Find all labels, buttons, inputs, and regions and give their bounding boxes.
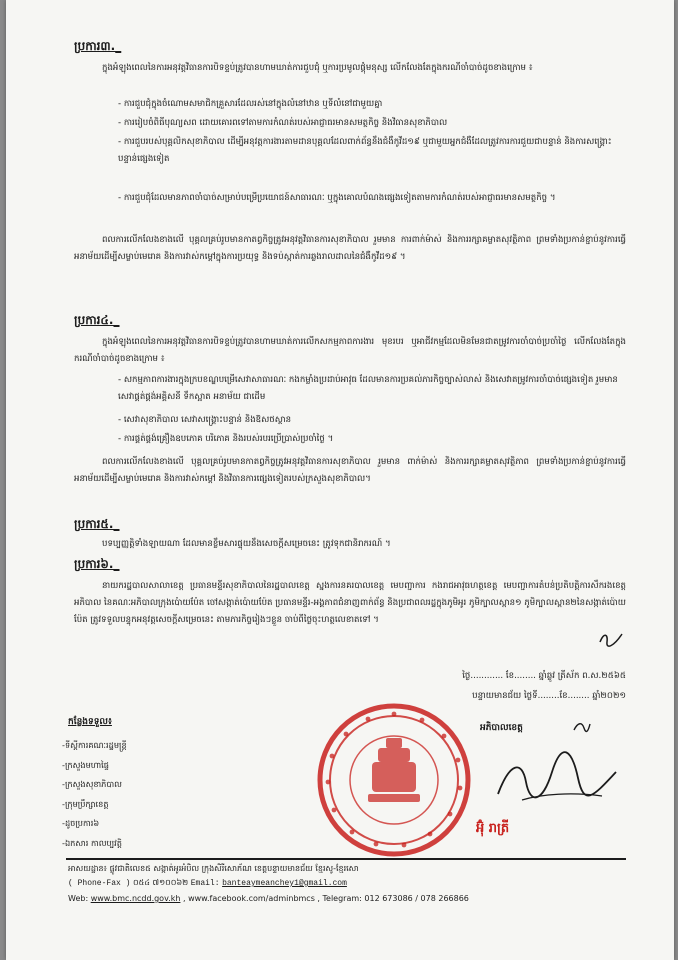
governor-name: អ៊ុំ រាត្រី — [476, 821, 510, 836]
article-3-bullet-1: - ការជួបជុំក្នុងចំណោមសមាជិកគ្រួសារដែលរស់នៅក្នុងលំនៅឋាន ឬទីលំនៅជាមួយគ្នា — [118, 99, 383, 109]
article-4-bullet-2: - សេវាសុខាភិបាល សេវាសង្គ្រោះបន្ទាន់ និងឱសថស្ថាន — [118, 415, 292, 425]
article-4-bullet-1: - សកម្មភាពការងារក្នុងក្របខណ្ឌបម្រើសេវាសាធារណៈ កងកម្លាំងប្រដាប់អាវុធ ដែលមានការប្រគល់ភារកិច្ចច្បាស់លាស់ និងសេវាតម្រូវការចាំបាច់ផ្សេងទៀត រួមមានសេវាផ្គត់ផ្គង់អគ្គិសនី ទឹកស្អាត អនាម័យ ជាដើម — [118, 375, 618, 402]
article-4-closing: ពលការលើកលែងខាងលើ បុគ្គលគ្រប់រូបមានកាតព្វកិច្ចត្រូវអនុវត្តវិធានការសុខាភិបាល រួមមាន ពាក់ម៉ាស់ និងការរក្សាគម្លាតសុវត្ថិភាព ព្រមទាំងប្រកាន់ខ្ជាប់នូវការធ្វើអនាម័យដើម្បីសម្លាប់មេរោគ និងការវាស់កម្តៅ និងវិធានការផ្សេងទៀតរបស់ក្រសួងសុខាភិបាល។ — [74, 457, 626, 484]
official-seal — [314, 700, 474, 860]
article-3-closing: ពលការលើកលែងខាងលើ បុគ្គលគ្រប់រូបមានកាតព្វកិច្ចត្រូវអនុវត្តវិធានការសុខាភិបាល រួមមាន ការពាក់ម៉ាស់ និងការរក្សាគម្លាតសុវត្ថិភាព ព្រមទាំងប្រកាន់ខ្ជាប់នូវការធ្វើអនាម័យដើម្បីសម្លាប់មេរោគ និងការវាស់កម្តៅក្នុងការប្រយុទ្ធ និងទប់ស្កាត់ការឆ្លងរាលដាលនៃជំងឺកូវីដ១៩ ។ — [74, 235, 626, 262]
email-label: Email: — [190, 879, 220, 888]
telegram-contact: , Telegram: 012 673086 / 078 266866 — [317, 894, 469, 903]
phone-number: ០៥៤ ៧១០០៦២ — [132, 878, 189, 887]
facebook-link[interactable]: , www.facebook.com/adminbmcs — [182, 894, 315, 903]
recipient-item: -ក្រសួងមហាផ្ទៃ — [62, 759, 109, 770]
article-3-bullet-2: - ការរៀបចំពិធីបុណ្យសព ដោយគោរពទៅតាមការកំណត់របស់អាជ្ញាធរមានសមត្ថកិច្ច និងវិធានសុខាភិបាល — [118, 118, 448, 128]
handwritten-initial — [598, 630, 624, 648]
document-page — [6, 0, 674, 960]
article-4-intro: ក្នុងអំឡុងពេលនៃការអនុវត្តវិធានការបិទខ្ទប់ត្រូវបានហាមឃាត់ការលើកសកម្មភាពការងារ មុខរបរ ឬអាជីវកម្មដែលមិនមែនជាតម្រូវការចាំបាច់ប្រចាំថ្ងៃ លើកលែងតែក្នុងករណីចាំបាច់ដូចខាងក្រោម ៖ — [74, 337, 626, 364]
footer-contact-line — [68, 876, 628, 891]
article-6-body: នាយករដ្ឋបាលសាលាខេត្ត ប្រធានមន្ទីរសុខាភិបាលនៃរដ្ឋបាលខេត្ត ស្នងការនគរបាលខេត្ត មេបញ្ជាការ កងរាជអាវុធហត្ថខេត្ត មេបញ្ជាការតំបន់ប្រតិបត្តិការសឹករងខេត្ត អភិបាល នៃគណៈអភិបាលក្រុងប៉ោយប៉ែត ចៅសង្កាត់ប៉ោយប៉ែត ប្រធានមន្ទីរ-អង្គភាពជំនាញពាក់ព័ន្ធ និងប្រជាពលរដ្ឋក្នុងភូមិអូរ ភូមិក្បាលស្ពាន១ ភូមិក្បាលស្ពាន២នៃសង្កាត់ប៉ោយប៉ែត ត្រូវទទួលបន្ទុកអនុវត្តសេចក្តីសម្រេចនេះ តាមភារកិច្ចរៀងៗខ្លួន ចាប់ពីថ្ងៃចុះហត្ថលេខាតទៅ ។ — [74, 581, 626, 625]
handwritten-initial — [572, 720, 592, 734]
governor-title: អភិបាលខេត្ត — [480, 723, 523, 733]
article-3-heading: ប្រការ៣._ — [74, 39, 122, 53]
footer-divider — [66, 858, 626, 860]
article-5-body: បទប្បញ្ញត្តិទាំងឡាយណា ដែលមានខ្លឹមសារផ្ទុយនឹងសេចក្តីសម្រេចនេះ ត្រូវទុកជានិរាករណ៍ ។ — [102, 539, 391, 549]
footer-web-line — [68, 892, 628, 906]
recipient-item: -ក្រសួងសុខាភិបាល — [62, 779, 122, 789]
article-4-heading: ប្រការ៤._ — [74, 313, 120, 327]
recipient-item: -ដូចប្រការ៦ — [62, 818, 100, 828]
recipients-list — [62, 736, 127, 853]
article-5-heading: ប្រការ៥._ — [74, 517, 120, 531]
article-3-bullet-3: - ការជួបរបស់បុគ្គលិកសុខាភិបាល ដើម្បីអនុវត្តការងារតាមដានបុគ្គលដែលពាក់ព័ន្ធនឹងជំងឺកូវីដ១៩ ឬជាមួយអ្នកជំងឺដែលត្រូវការការជួយជាបន្ទាន់ និងការសង្គ្រោះបន្ទាន់ផ្សេងទៀត — [118, 137, 612, 164]
footer-address: អាសយដ្ឋាន៖ ផ្លូវជាតិលេខ៥ សង្កាត់អូរអំបិល ក្រុងសិរីសោភ័ណ ខេត្តបន្ទាយមានជ័យ ខ្មែរសូ-ខ្មែរសោ — [68, 864, 359, 873]
article-3-bullet-4: - ការជួបជុំដែលមានភាពចាំបាច់សម្រាប់បម្រើប្រយោជន៍សាធារណៈ ឬក្នុងគោលបំណងផ្សេងទៀតតាមការកំណត់របស់អាជ្ញាធរមានសមត្ថកិច្ច ។ — [118, 193, 556, 203]
recipients-title: កន្លែងទទួល៖ — [68, 717, 112, 727]
web-label: Web: — [68, 894, 89, 903]
article-6-heading: ប្រការ៦._ — [74, 557, 120, 571]
article-3-intro: ក្នុងអំឡុងពេលនៃការអនុវត្តវិធានការបិទខ្ទប់ត្រូវបានហាមឃាត់ការជួបជុំ ឬការប្រមូលផ្តុំមនុស្ស លើកលែងតែក្នុងករណីចាំបាច់ដូចខាងក្រោម ៖ — [102, 63, 533, 73]
phone-label: ( Phone-Fax ) — [68, 879, 131, 888]
solar-date: បន្ទាយមានជ័យ ថ្ងៃទី........ខែ........ ឆ្នាំ២០២១ — [472, 691, 626, 701]
website-link[interactable]: www.bmc.ncdd.gov.kh — [90, 894, 181, 903]
recipient-item: -ទីស្ដីការគណៈរដ្ឋមន្ត្រី — [62, 740, 127, 750]
handwritten-signature — [492, 742, 622, 812]
lunar-date: ថ្ងៃ............ ខែ........ ឆ្នាំឆ្លូវ ត្រីស័ក ព.ស.២៥៦៥ — [462, 671, 626, 681]
email-link[interactable]: banteaymeanchey1@gmail.com — [222, 879, 347, 888]
recipient-item: -ឯកសារ កាលប្បវត្តិ — [62, 837, 122, 848]
article-4-bullet-3: - ការផ្គត់ផ្គង់គ្រឿងឧបភោគ បរិភោគ និងរបស់របរប្រើប្រាស់ប្រចាំថ្ងៃ ។ — [118, 434, 334, 444]
recipient-item: -ក្រុមប្រឹក្សាខេត្ត — [62, 798, 109, 809]
